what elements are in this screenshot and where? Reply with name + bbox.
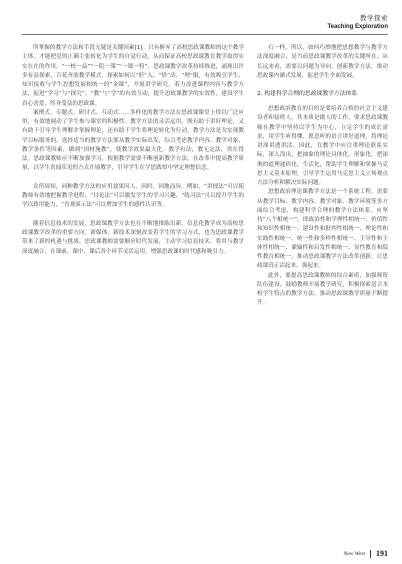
header-rule	[22, 34, 388, 35]
footer-divider	[370, 550, 371, 558]
body-paragraph: 案例式、专题式、研讨式、互动式……多样化的教学方法在思政课课堂上得以广泛应用，有效地调动了学生参与课堂的积极性。教学方法的灵活运用，既有助于讲好理论，又有助于引导学生理解并掌握理论，还有助于学生将理论转化为行动。教学方法是为实现教学目标服务的，选择适当的教学方法要从教学实际出发，综合考虑教学内容、教学对象、教学条件等因素，做到“因材施教”，使教学效果最大化。教学有法，教无定法，贵在得法。思政课教师应不断加强学习，根据教学需要不断创新教学方法，在改革中提高教学质量，以学生喜闻乐见的方式开展教学，引导学生在学思践悟中坚定理想信念。	[22, 109, 244, 172]
left-column	[22, 44, 244, 552]
page-footer	[344, 549, 388, 558]
body-paragraph: 随着信息技术的发展，思政课教学方法也在不断地推陈出新，信息化教学成为高校思政课教学改革的重要方向。新媒体、新技术深刻改变着学生的学习方式，也为思政课教学带来了新的机遇与挑战。思政课教师需要顺应时代发展，主动学习信息技术，将其与教学深度融合，在课前、课中、课后各个环节灵活运用，增强思政课的时代感和吸引力。	[22, 220, 244, 255]
body-paragraph: 思想政治教育的目的是要培养合格的社会主义建设者和接班人，其本质是做人的工作，要求思政课教师在教学中坚持以学生为中心，立足学生的成长需求，用学生听得懂、愿意听的语言讲好道理，将理论讲深讲透讲活。因此，在教学中应注重理论联系实际，深入浅出，把抽象的理论具体化、形象化，把深奥的道理通俗化、生活化，帮助学生理解和掌握马克思主义基本原理，引导学生运用马克思主义立场观点方法分析和解决实际问题。	[257, 106, 388, 186]
right-column	[257, 44, 388, 549]
body-paragraph: 众所周知，同种教学方法的应用效果因人、因时、因地而异。例如，“讲授法”可以使教师有效地把握教学进程，“讨论法”可以激发学生的学习兴趣，“练习法”可以提升学生的学以致用能力，“直观演示法”可以增加学生的感性认识等。	[22, 183, 244, 209]
body-paragraph: 此外，要提高思政课教师的综合素质，加强师资队伍建设，鼓励教师开展教学研究，积极探索适合本校学生特点的教学方法，推动思政课教学质量不断提升。	[257, 272, 388, 307]
body-paragraph: 所掌握的教学方法和手段无疑是关键因素[1]。只有摒弃了高校思政课教师的这个教学主体，才能把党的正确主张转化为学生的自觉行动，从而保证高校思政课教育教学取得实实在在的作用。“一校一品”“一院一策”“一课一特”，思政课教学改革持续推进，涌现出许多有益探索，百花齐放教学模式，探索如何以“形”入、“情”动、“理”服，有效吸引学生、知识接收与学生思想发展相统一的“金课”，开展讲学研究，着力改进课程内容与教学方法，促进“学习”与“探究”、“教”与“学”的有效互动，提升思政课教学的实效性，建设学生真心喜爱、终身受益的思政课。	[22, 45, 244, 107]
body-paragraph: 思想政治理论课教学方法是一个系统工程，需要从教学目标、教学内容、教学对象、教学环境等多方面综合考虑，构建科学合理的教学方法体系。应坚持“八个相统一”，即政治性和学理性相统一、价值性和知识性相统一、建设性和批判性相统一、理论性和实践性相统一、统一性和多样性相统一、主导性和主体性相统一、灌输性和启发性相统一、显性教育和隐性教育相统一，推动思政课教学方法改革创新，让思政课真正活起来、强起来。	[257, 189, 388, 270]
section-subheading: 2. 构建科学合理的思政课教学方法体系	[257, 91, 358, 97]
page-number: 191	[376, 549, 388, 558]
section-title-zh: 教学探索	[360, 14, 388, 22]
section-title-en: Teaching Exploration	[327, 24, 388, 30]
page-header	[327, 14, 388, 32]
journal-name: New West	[343, 550, 365, 557]
body-paragraph: 石一样，所以，如何巧妙地把思想教学与教学方法深度融合，是当前思政课教学改革的关键所在。从长远来看，需要以问题为导向，创新教学方法，推动思政课内涵式发展，促进学生全面发展。	[257, 45, 388, 79]
